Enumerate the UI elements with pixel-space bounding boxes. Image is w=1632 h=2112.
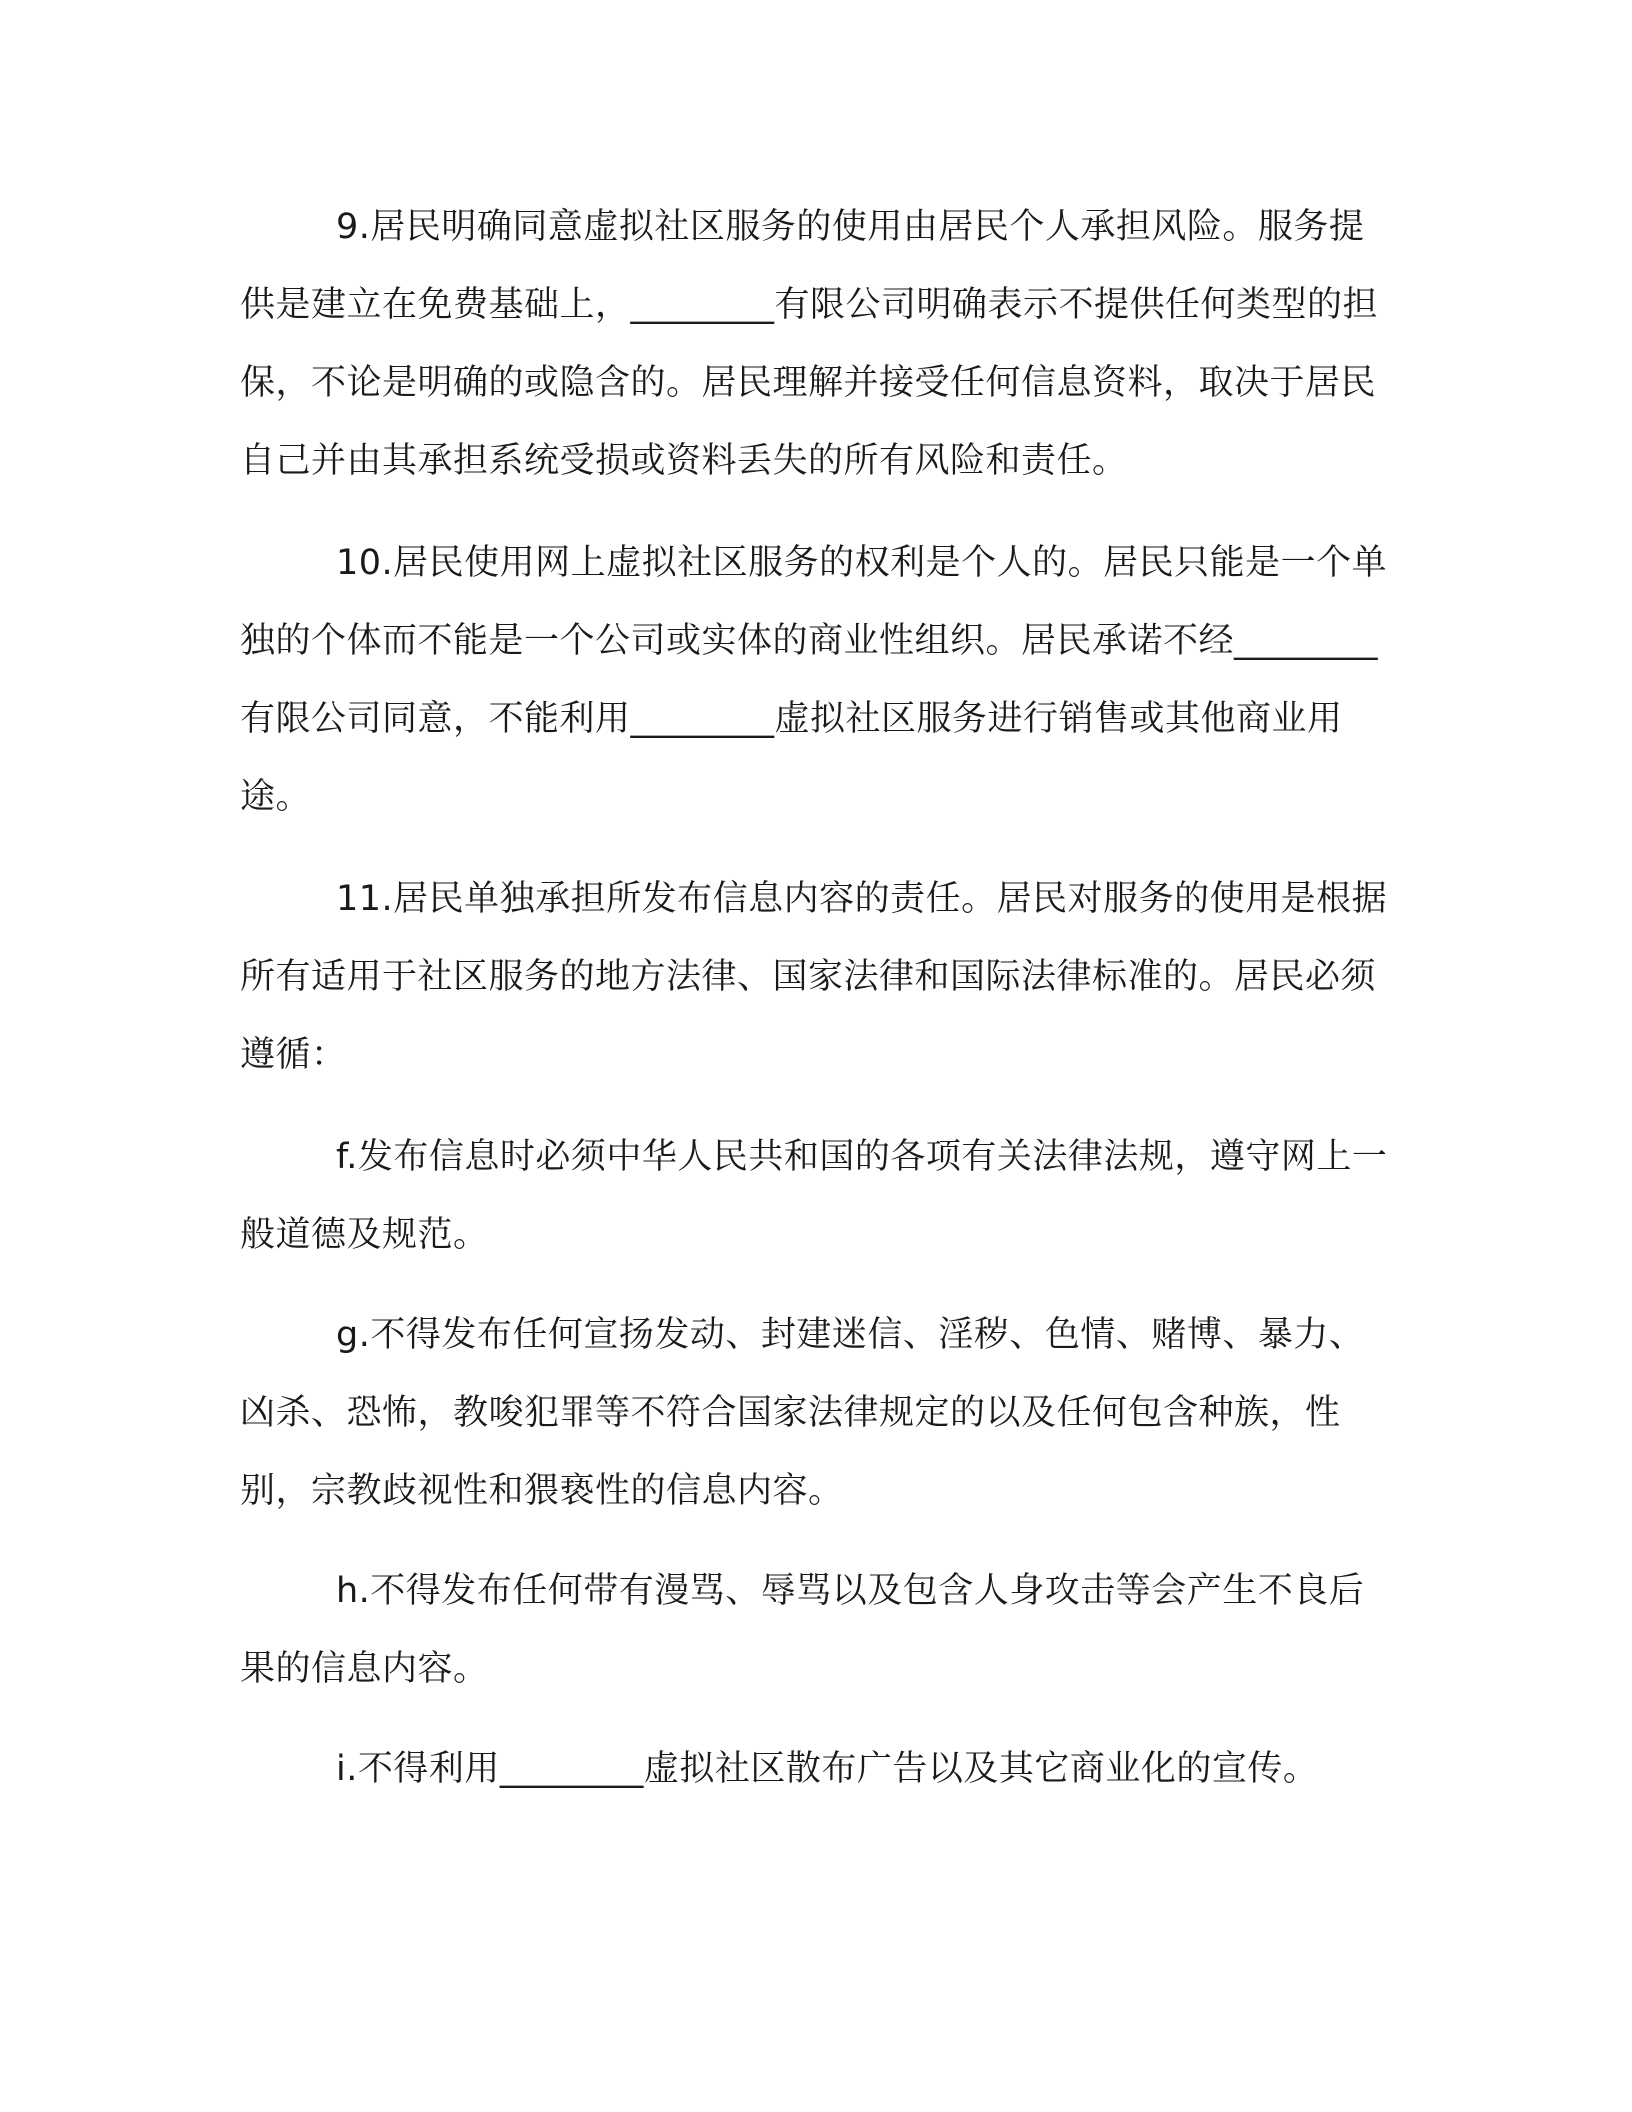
- clause-9: 9.居民明确同意虚拟社区服务的使用由居民个人承担风险。服务提供是建立在免费基础上，________有限公司明确表示不提供任何类型的担保，不论是明确的或隐含的。居民理解并接受任何信息资料，取决于居民自己并由其承担系统受损或资料丢失的所有风险和责任。: [240, 207, 1379, 481]
- document-body: [240, 188, 1390, 1808]
- clause-11: 11.居民单独承担所发布信息内容的责任。居民对服务的使用是根据所有适用于社区服务的地方法律、国家法律和国际法律标准的。居民必须遵循：: [240, 879, 1388, 1075]
- clause-item-i: i.不得利用________虚拟社区散布广告以及其它商业化的宣传。: [336, 1749, 1319, 1789]
- clause-item-f: f.发布信息时必须中华人民共和国的各项有关法律法规，遵守网上一般道德及规范。: [240, 1137, 1388, 1255]
- clause-item-h: h.不得发布任何带有漫骂、辱骂以及包含人身攻击等会产生不良后果的信息内容。: [240, 1571, 1365, 1689]
- clause-item-g: g.不得发布任何宣扬发动、封建迷信、淫秽、色情、赌博、暴力、凶杀、恐怖，教唆犯罪等不符合国家法律规定的以及任何包含种族，性别，宗教歧视性和猥亵性的信息内容。: [240, 1315, 1365, 1511]
- clause-10: 10.居民使用网上虚拟社区服务的权利是个人的。居民只能是一个单独的个体而不能是一个公司或实体的商业性组织。居民承诺不经________有限公司同意，不能利用________虚拟社区服务进行销售或其他商业用途。: [240, 543, 1388, 817]
